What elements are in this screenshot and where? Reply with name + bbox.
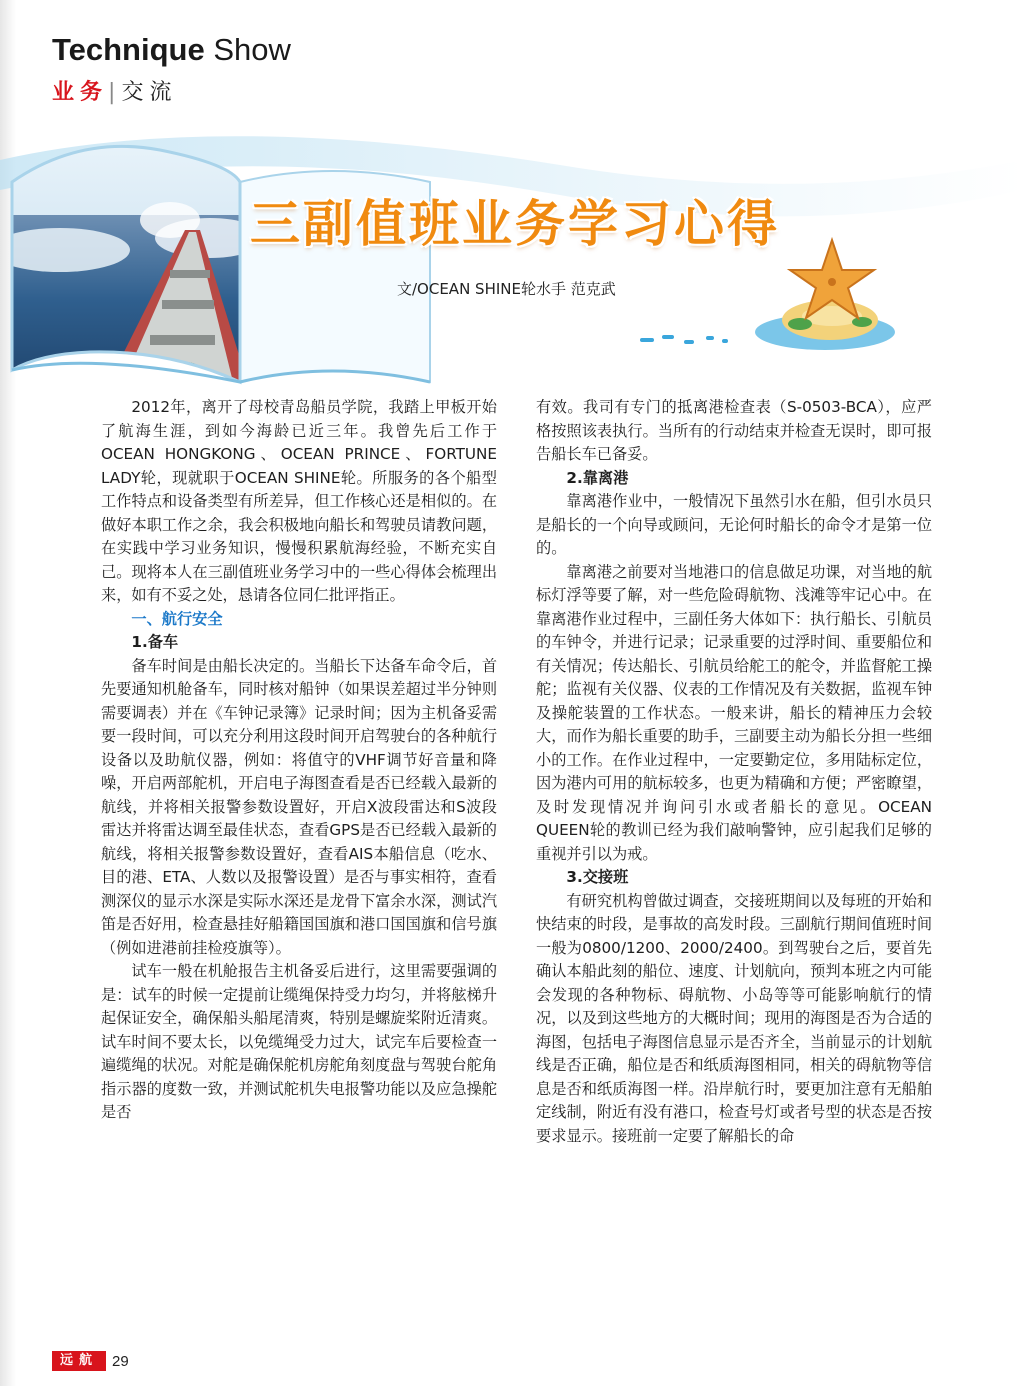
subheading-3: 3.交接班 [566,868,629,886]
section-title [52,30,291,70]
subheading-section-1: 一、航行安全 [131,609,223,628]
section-title-bold: Technique [52,32,205,67]
paragraph: 靠离港作业中，一般情况下虽然引水在船，但引水员只是船长的一个向导或顾问，无论何时船长的命令才是第一位的。 [536,492,932,557]
section-category [52,78,177,108]
category-red: 业务 [52,80,109,105]
article-title: 三副值班业务学习心得 [250,195,780,253]
subheading-1: 1.备车 [131,633,179,651]
page-footer [52,1350,129,1372]
magazine-logo: 远航 [52,1351,106,1371]
right-column [536,396,932,1148]
left-column [101,396,497,1125]
article-byline: 文/OCEAN SHINE轮水手 范克武 [397,280,616,298]
category-dark: 交流 [121,80,178,105]
paragraph: 备车时间是由船长决定的。当船长下达备车命令后，首先要通知机舱备车，同时核对船钟（如果误差超过半分钟则需要调表）并在《车钟记录簿》记录时间；因为主机备妥需要一段时间，可以充分利用这段时间开启驾驶台的各种航行设备以及助航仪器，例如：将值守的VHF调节好音量和降噪，开启两部舵机，开启电子海图查看是否已经载入最新的航线，并将相关报警参数设置好，开启X波段雷达和S波段雷达并将雷达调至最佳状态，查看GPS是否已经载入最新的航线，将相关报警参数设置好，查看AIS本船信息（吃水、目的港、ETA、人数以及报警设置）是否与事实相符，查看测深仪的显示水深是实际水深还是龙骨下富余水深，测试汽笛是否好用，检查悬挂好船籍国国旗和港口国国旗和信号旗（例如进港前挂检疫旗等）。 [101,656,497,957]
paragraph: 有研究机构曾做过调查，交接班期间以及每班的开始和快结束的时段，是事故的高发时段。三副航行期间值班时间一般为0800/1200、2000/2400。到驾驶台之后，要首先确认本船此刻的船位、速度、计划航向，预判本班之内可能会发现的各种物标、碍航物、小岛等等可能影响航行的情况，以及到这些地方的大概时间；现用的海图是否为合适的海图，包括电子海图信息显示是否齐全，当前显示的计划航线是否正确，船位是否和纸质海图相同，相关的碍航物等信息是否和纸质海图一样。沿岸航行时，要更加注意有无船舶定线制，附近有没有港口，检查号灯或者号型的状态是否按要求显示。接班前一定要了解船长的命 [536,891,932,1145]
paragraph: 靠离港之前要对当地港口的信息做足功课，对当地的航标灯浮等要了解，对一些危险碍航物、浅滩等牢记心中。在靠离港作业过程中，三副任务大体如下：执行船长、引航员的车钟令，并进行记录；记录重要的过浮时间、重要船位和有关情况；传达船长、引航员给舵工的舵令，并监督舵工操舵；监视有关仪器、仪表的工作情况及有关数据，监视车钟及操舵装置的工作状态。一般来讲，船长的精神压力会较大，而作为船长重要的助手，三副要主动为船长分担一些细小的工作。在作业过程中，一定要勤定位，多用陆标定位，因为港内可用的航标较多，也更为精确和方便；严密瞭望，及时发现情况并询问引水或者船长的意见。OCEAN QUEEN轮的教训已经为我们敲响警钟，应引起我们足够的重视并引以为戒。 [536,562,932,863]
page-number: 29 [112,1352,129,1370]
paragraph: 试车一般在机舱报告主机备妥后进行，这里需要强调的是：试车的时候一定提前让缆绳保持受力均匀，并将舷梯升起保证安全，确保船头船尾清爽，特别是螺旋桨附近清爽。试车时间不要太长，以免缆绳受力过大，试完车后要检查一遍缆绳的状况。对舵是确保舵机房舵角刻度盘与驾驶台舵角指示器的度数一致，并测试舵机失电报警功能以及应急操舵是否 [101,962,497,1121]
section-title-light: Show [213,32,291,67]
paragraph: 2012年，离开了母校青岛船员学院，我踏上甲板开始了航海生涯，到如今海龄已近三年。我曾先后工作于OCEAN HONGKONG、OCEAN PRINCE、FORTUNE LADY轮，现就职于OCEAN SHINE轮。所服务的各个船型工作特点和设备类型有所差异，但工作核心还是相似的。在做好本职工作之余，我会积极地向船长和驾驶员请教问题，在实践中学习业务知识，慢慢积累航海经验，不断充实自己。现将本人在三副值班业务学习中的一些心得体会梳理出来，如有不妥之处，恳请各位同仁批评指正。 [101,398,497,604]
paragraph: 有效。我司有专门的抵离港检查表（S-0503-BCA），应严格按照该表执行。当所有的行动结束并检查无误时，即可报告船长车已备妥。 [536,398,932,463]
category-separator: | [108,80,116,105]
subheading-2: 2.靠离港 [566,468,629,487]
